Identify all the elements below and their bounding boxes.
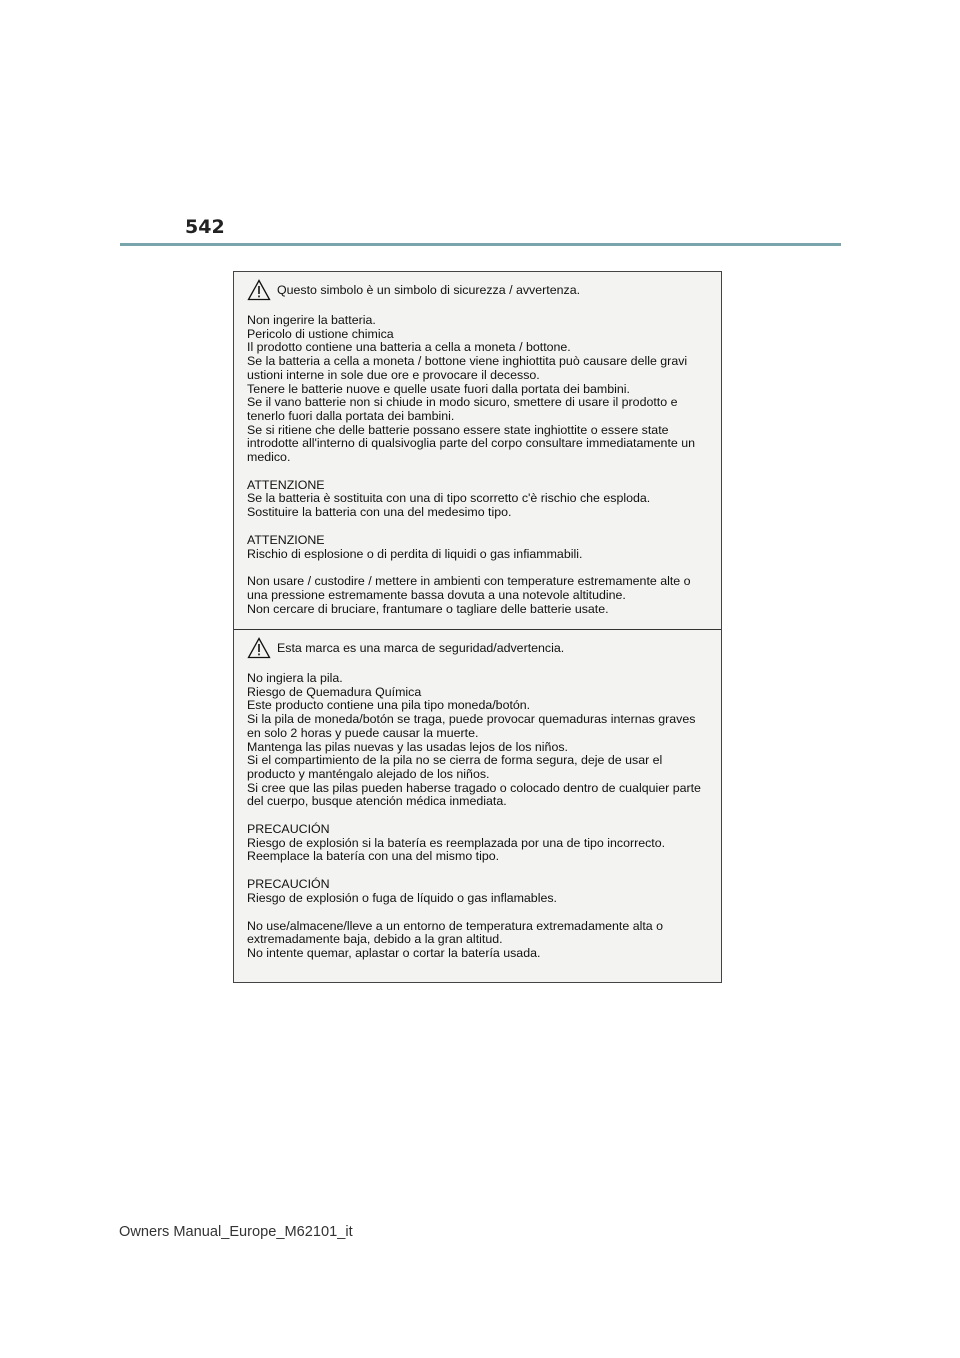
warning-triangle-icon bbox=[247, 637, 271, 659]
spanish-environment-warning: No use/almacene/lleve a un entorno de temperatura extremadamente alta o extremadamente baja, debido a la gran altitud. No intente quemar, aplastar o cortar la batería usada. bbox=[247, 918, 664, 960]
italian-warning-section bbox=[234, 272, 721, 629]
italian-replacement-caution: ATTENZIONE Se la batteria è sostituita con una di tipo scorretto c'è rischio che esploda. Sostituire la batteria con una del medesimo tipo. bbox=[247, 477, 651, 520]
spanish-warning-title: Esta marca es una marca de seguridad/advertencia. bbox=[277, 640, 565, 655]
manual-footer: Owners Manual_Europe_M62101_it bbox=[119, 1224, 353, 1240]
header-divider bbox=[120, 243, 841, 246]
italian-ingestion-warning: Non ingerire la batteria. Pericolo di ustione chimica Il prodotto contiene una batteria a cella a moneta / bottone. Se la batteria a cella a moneta / bottone viene inghiottita può causare delle gravi ustioni interne in sole due ore e provocare il decesso. Tenere le batterie nuove e quelle usate fuori dalla portata dei bambini. Se il vano batterie non si chiude in modo sicuro, smettere di usare il prodotto e tenerlo fuori dalla portata dei bambini. Se si ritiene che delle batterie possano essere state inghiottite o essere state introdotte all'interno di qualsivoglia parte del corpo consultare immediatamente un medico. bbox=[247, 313, 695, 465]
page-number: 542 bbox=[185, 216, 225, 238]
spanish-replacement-caution: PRECAUCIÓN Riesgo de explosión si la batería es reemplazada por una de tipo incorrecto. Reemplace la batería con una del mismo tipo. bbox=[247, 822, 666, 864]
spanish-warning-header bbox=[247, 637, 709, 659]
battery-warning-label bbox=[233, 271, 722, 983]
italian-warning-title: Questo simbolo è un simbolo di sicurezza / avvertenza. bbox=[277, 282, 581, 297]
italian-environment-warning: Non usare / custodire / mettere in ambienti con temperature estremamente alte o una pressione estremamente bassa dovuta a una notevole altitudine. Non cercare di bruciare, frantumare o tagliare delle batterie usate. bbox=[247, 574, 691, 616]
italian-warning-header bbox=[247, 279, 709, 301]
spanish-explosion-caution: PRECAUCIÓN Riesgo de explosión o fuga de líquido o gas inflamables. bbox=[247, 877, 557, 905]
spanish-ingestion-warning: No ingiera la pila. Riesgo de Quemadura Química Este producto contiene una pila tipo moneda/botón. Si la pila de moneda/botón se traga, puede provocar quemaduras internas graves en solo 2 horas y puede causar la muerte. Mantenga las pilas nuevas y las usadas lejos de los niños. Si el compartimiento de la pila no se cierra de forma segura, deje de usar el producto y manténgalo alejado de los niños. Si cree que las pilas pueden haberse tragado o colocado dentro de cualquier parte del cuerpo, busque atención médica inmediata. bbox=[247, 671, 701, 809]
warning-triangle-icon bbox=[247, 279, 271, 301]
italian-explosion-caution: ATTENZIONE Rischio di esplosione o di perdita di liquidi o gas infiammabili. bbox=[247, 532, 583, 561]
spanish-warning-section bbox=[234, 629, 721, 982]
